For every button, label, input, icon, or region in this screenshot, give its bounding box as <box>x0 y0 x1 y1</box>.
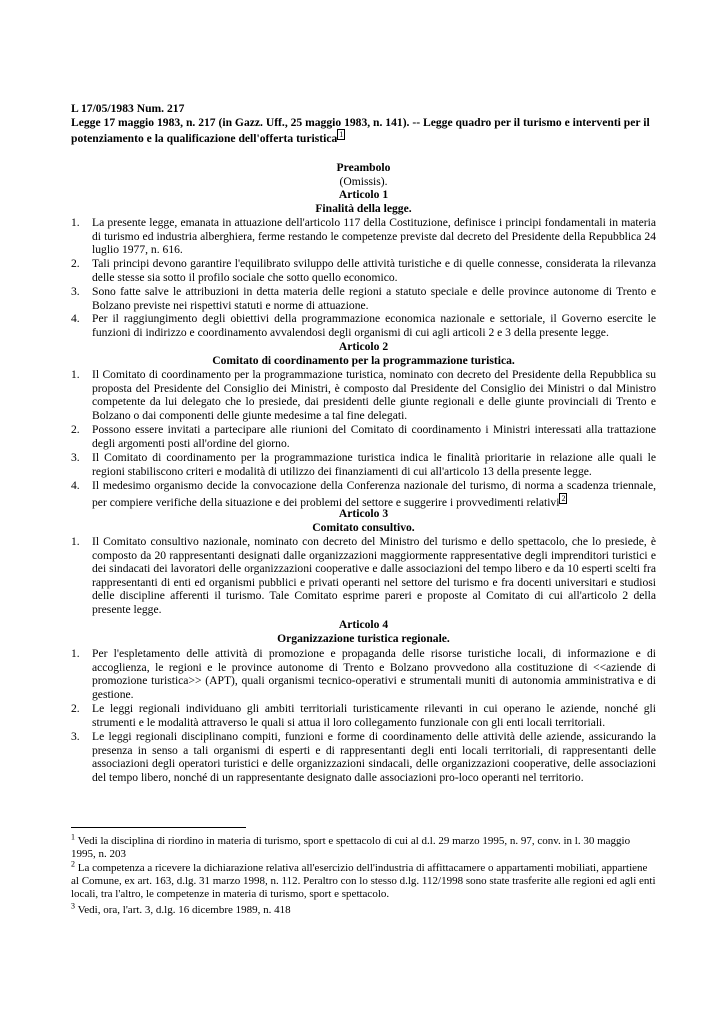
item-number: 1. <box>71 368 80 381</box>
item-text: Le leggi regionali disciplinano compiti, funzioni e forme di coordinamento delle attività delle aziende, assicurando la presenza in senso a tali organismi di esperti e di rappresentanti degli enti locali territoriali, di rappresentanti delle associazioni degli operatori turistici e delle organizzazioni sindacali, delle organizzazioni cooperative, delle associazioni del tempo libero, nonché di un rappresentante designato dalle associazioni pro-loco operanti nel territorio. <box>92 730 656 784</box>
list-item <box>71 216 656 257</box>
list-item <box>71 312 656 339</box>
list-item <box>71 479 656 509</box>
item-number: 2. <box>71 702 80 715</box>
footnote-mark: 3 <box>71 901 75 911</box>
article-title: Organizzazione turistica regionale. <box>277 632 450 645</box>
footnote <box>71 859 656 901</box>
item-text: Possono essere invitati a partecipare alle riunioni del Comitato di coordinamento i Ministri interessati alla trattazione degli argomenti posti all'ordine del giorno. <box>92 423 656 450</box>
item-number: 3. <box>71 451 80 464</box>
article-title: Comitato consultivo. <box>312 521 415 534</box>
list-item <box>71 647 656 701</box>
law-title-text: Legge 17 maggio 1983, n. 217 (in Gazz. Uff., 25 maggio 1983, n. 141). -- Legge quadro per il turismo e interventi per il potenziamento e la qualificazione dell'offerta turistica <box>71 116 650 146</box>
list-item <box>71 257 656 284</box>
item-number: 3. <box>71 285 80 298</box>
item-number: 2. <box>71 423 80 436</box>
footnote-text: Vedi la disciplina di riordino in materia di turismo, sport e spettacolo di cui al d.l. 29 marzo 1995, n. 97, conv. in l. 30 maggio 1995, n. 203 <box>71 835 631 860</box>
law-reference: L 17/05/1983 Num. 217 <box>71 102 185 115</box>
item-text: Il Comitato di coordinamento per la programmazione turistica indica le finalità prioritarie in relazione alle quali le regioni stabiliscono criteri e modalità di utilizzo dei finanziamenti di cui all'articolo 13 della presente legge. <box>92 451 656 478</box>
item-text: Sono fatte salve le attribuzioni in detta materia delle regioni a statuto speciale e delle province autonome di Trento e Bolzano previste nei rispettivi statuti e norme di attuazione. <box>92 285 656 312</box>
list-item <box>71 730 656 784</box>
item-text <box>92 479 656 509</box>
footnote <box>71 901 656 917</box>
item-text: Per l'espletamento delle attività di promozione e propaganda delle risorse turistiche locali, di informazione e di accoglienza, le regioni e le province autonome di Trento e Bolzano provvedono alla costituzione di <<aziende di promozione turistica>> (APT), quali organismi tecnico-operativi e strumentali muniti di autonomia amministrativa e di gestione. <box>92 647 656 701</box>
item-number: 1. <box>71 535 80 548</box>
article-label: Articolo 1 <box>338 188 389 201</box>
footnote-ref-2[interactable]: 2 <box>561 493 566 503</box>
item-text: Tali principi devono garantire l'equilibrato sviluppo delle attività turistiche e di quelle connesse, considerata la rilevanza delle stesse sia sotto il profilo sociale che sotto quello economico. <box>92 257 656 284</box>
footnote-text: Vedi, ora, l'art. 3, d.lg. 16 dicembre 1989, n. 418 <box>77 904 291 916</box>
item-text: Le leggi regionali individuano gli ambiti territoriali turisticamente rilevanti in cui operano le aziende, nonché gli strumenti e le modalità attraverso le quali si attua il loro collegamento funzionale con gli enti locali territoriali. <box>92 702 656 729</box>
preambolo-text: (Omissis). <box>339 175 388 188</box>
item-text-body: Il medesimo organismo decide la convocazione della Conferenza nazionale del turismo, di norma a scadenza triennale, per compiere verifiche della situazione e dei problemi del settore e suggerire i provvedimenti relativi <box>92 479 656 509</box>
item-number: 1. <box>71 647 80 660</box>
article-label: Articolo 4 <box>338 618 389 631</box>
footnote-mark: 2 <box>71 859 75 869</box>
list-item <box>71 535 656 616</box>
footnote-mark: 1 <box>71 832 75 842</box>
article-title: Finalità della legge. <box>315 202 412 215</box>
article-label: Articolo 3 <box>338 507 389 520</box>
item-number: 4. <box>71 312 80 325</box>
item-text: La presente legge, emanata in attuazione dell'articolo 117 della Costituzione, definisce i principi fondamentali in materia di turismo ed industria alberghiera, ferme restando le competenze previste dal decreto del Presidente della Repubblica 24 luglio 1977, n. 616. <box>92 216 656 256</box>
item-text: Il Comitato di coordinamento per la programmazione turistica, nominato con decreto del Presidente della Repubblica su proposta del Presidente del Consiglio dei Ministri, è composto dal Presidente del Consiglio dei Ministri o dal Ministro competente da lui delegato che lo presiede, dai presidenti delle giunte regionali e delle giunte provinciali di Trento e Bolzano o dai componenti delle giunte medesime a tal fine delegati. <box>92 368 656 422</box>
item-number: 3. <box>71 730 80 743</box>
law-title <box>71 116 656 146</box>
list-item <box>71 451 656 478</box>
list-item <box>71 702 656 729</box>
article-title: Comitato di coordinamento per la programmazione turistica. <box>212 354 515 367</box>
item-number: 1. <box>71 216 80 229</box>
item-text: Il Comitato consultivo nazionale, nominato con decreto del Ministro del turismo e dello spettacolo, che lo presiede, è composto da 20 rappresentanti designati dalle organizzazioni maggiormente rappresentative degli imprenditori turistici e dei sindacati dei lavoratori delle organizzazioni cooperative e dalle associazioni del tempo libero e da 10 esperti scelti fra rappresentanti di enti ed organismi pubblici e privati operanti nel settore del turismo e fra docenti universitari e studiosi delle discipline afferenti il turismo. Tale Comitato esprime pareri e proposte al Comitato di cui all'articolo 2 della presente legge. <box>92 535 656 616</box>
footnote-separator <box>71 827 246 828</box>
list-item <box>71 368 656 422</box>
preambolo-title: Preambolo <box>336 161 391 174</box>
footnote-ref-1[interactable]: 1 <box>339 130 344 140</box>
footnote <box>71 832 656 861</box>
item-number: 4. <box>71 479 80 492</box>
article-label: Articolo 2 <box>338 340 389 353</box>
footnote-text: La competenza a ricevere la dichiarazione relativa all'esercizio dell'industria di affittacamere o appartamenti mobiliati, appartiene al Comune, ex art. 163, d.lg. 31 marzo 1998, n. 112. Peraltro con lo stesso d.lg. 112/1998 sono state trasferite alle regioni ed agli enti locali, tra l'altro, le competenze in materia di turismo, sport e spettacolo. <box>71 862 656 900</box>
list-item <box>71 285 656 312</box>
list-item <box>71 423 656 450</box>
item-text: Per il raggiungimento degli obiettivi della programmazione economica nazionale e settoriale, il Governo esercite le funzioni di indirizzo e coordinamento avvalendosi degli organismi di cui agli articoli 2 e 3 della presente legge. <box>92 312 656 339</box>
item-number: 2. <box>71 257 80 270</box>
